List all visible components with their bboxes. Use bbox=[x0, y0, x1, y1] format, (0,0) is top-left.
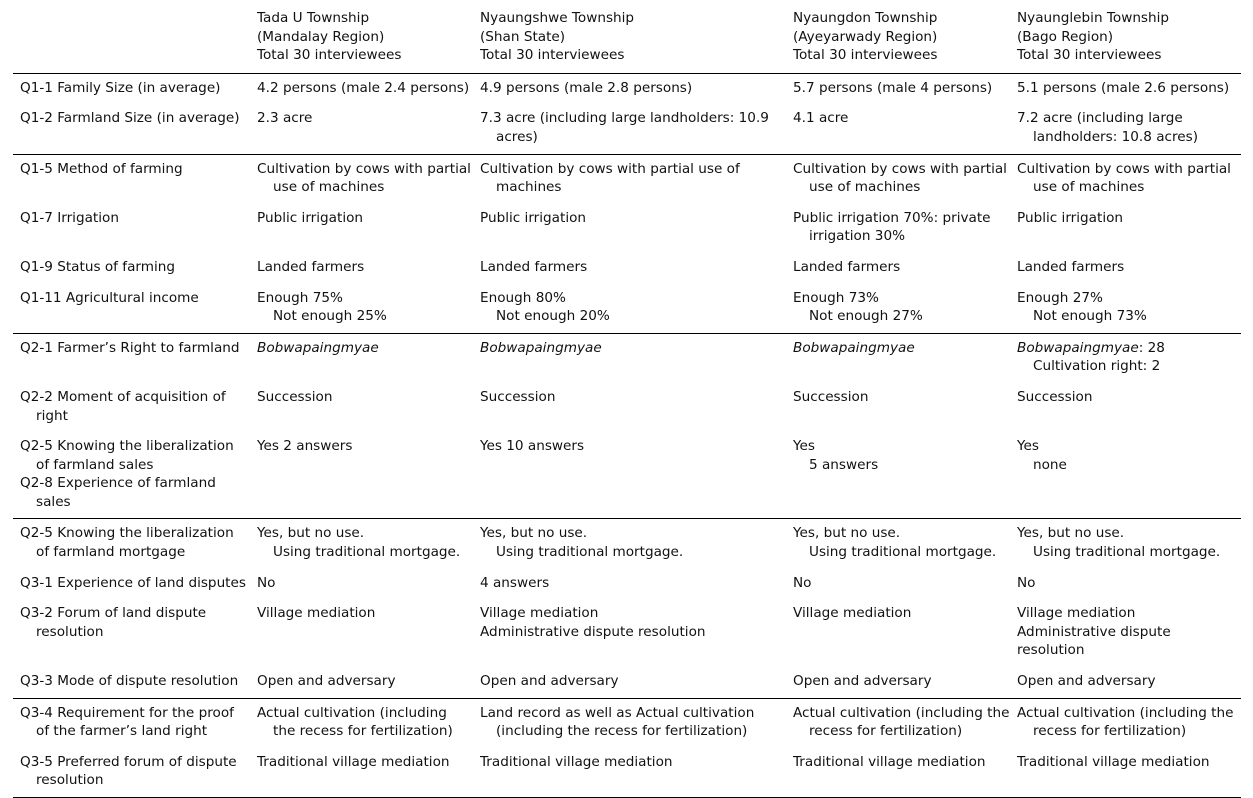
cell-subtext: Not enough 20% bbox=[496, 308, 610, 325]
cell-text: Open and adversary bbox=[1017, 673, 1156, 690]
cell bbox=[250, 569, 473, 600]
cell-text: Yes 2 answers bbox=[257, 438, 353, 455]
header-region: (Shan State) bbox=[480, 28, 566, 45]
cell-text: 4.2 persons (male 2.4 persons) bbox=[257, 79, 470, 96]
cell-text: Traditional village mediation bbox=[793, 753, 986, 770]
row-label bbox=[13, 154, 250, 204]
cell bbox=[473, 569, 786, 600]
row-label-text: Q2-1 Farmer’s Right to farmland bbox=[20, 339, 240, 356]
row-label-text: Q1-2 Farmland Size (in average) bbox=[20, 110, 240, 127]
table-row-q3-4 bbox=[13, 698, 1241, 748]
row-label bbox=[13, 748, 250, 798]
cell-text: Yes, but no use. bbox=[257, 525, 365, 542]
cell bbox=[1010, 383, 1241, 432]
row-label-text: Q3-2 Forum of land dispute resolution bbox=[20, 605, 207, 640]
cell-text: Village mediation bbox=[257, 605, 376, 622]
header-township: Nyaungdon Township bbox=[793, 10, 938, 26]
cell bbox=[1010, 748, 1241, 798]
cell bbox=[1010, 253, 1241, 284]
header-total: Total 30 interviewees bbox=[257, 47, 402, 64]
cell bbox=[786, 333, 1010, 383]
row-label bbox=[13, 432, 250, 519]
cell bbox=[473, 698, 786, 748]
cell bbox=[786, 284, 1010, 334]
cell bbox=[786, 154, 1010, 204]
cell-text: Landed farmers bbox=[480, 258, 588, 275]
header-nyaungdon bbox=[786, 5, 1010, 73]
cell bbox=[250, 383, 473, 432]
cell-text: 5.1 persons (male 2.6 persons) bbox=[1017, 79, 1230, 96]
header-township: Nyaungshwe Township bbox=[480, 10, 635, 26]
cell-text: Yes bbox=[1017, 438, 1039, 455]
table-row-q1-9 bbox=[13, 253, 1241, 284]
cell bbox=[1010, 104, 1241, 154]
cell bbox=[250, 519, 473, 569]
cell bbox=[473, 73, 786, 104]
header-nyaunglebin bbox=[1010, 5, 1241, 73]
cell-subtext: Cultivation right: 2 bbox=[1033, 358, 1161, 375]
cell bbox=[1010, 667, 1241, 698]
cell bbox=[473, 154, 786, 204]
cell-text: Landed farmers bbox=[793, 258, 901, 275]
cell-text: Enough 80% bbox=[480, 289, 566, 306]
cell-text: Traditional village mediation bbox=[1017, 753, 1210, 770]
cell bbox=[786, 432, 1010, 519]
table-row-q2-1 bbox=[13, 333, 1241, 383]
cell-text: 2.3 acre bbox=[257, 110, 313, 127]
cell bbox=[786, 519, 1010, 569]
cell bbox=[473, 519, 786, 569]
cell bbox=[473, 599, 786, 667]
header-total: Total 30 interviewees bbox=[1017, 47, 1162, 64]
cell-text: Succession bbox=[1017, 388, 1093, 405]
cell-text: Traditional village mediation bbox=[257, 753, 450, 770]
row-label bbox=[13, 519, 250, 569]
cell bbox=[250, 73, 473, 104]
row-label-text: Q2-2 Moment of acquisition of right bbox=[20, 388, 226, 424]
cell bbox=[786, 698, 1010, 748]
cell-text: 5.7 persons (male 4 persons) bbox=[793, 79, 993, 96]
row-label bbox=[13, 569, 250, 600]
cell-text: Cultivation by cows with partial use of machines bbox=[1017, 160, 1231, 196]
table-row-q2-2 bbox=[13, 383, 1241, 432]
cell-text: Traditional village mediation bbox=[480, 753, 673, 770]
cell bbox=[473, 383, 786, 432]
table-row-q1-7 bbox=[13, 204, 1241, 253]
cell bbox=[473, 333, 786, 383]
table-row-q2-5-sales bbox=[13, 432, 1241, 519]
cell-subtext: Using traditional mortgage. bbox=[273, 544, 461, 561]
cell-subtext: Using traditional mortgage. bbox=[1033, 544, 1221, 561]
row-label bbox=[13, 104, 250, 154]
cell-text: 4 answers bbox=[480, 574, 550, 591]
row-label-text: Q3-5 Preferred forum of dispute resolution bbox=[20, 753, 237, 789]
header-blank-cell bbox=[13, 5, 250, 73]
cell-text: Open and adversary bbox=[480, 673, 619, 690]
cell bbox=[1010, 432, 1241, 519]
cell-text: Public irrigation bbox=[1017, 209, 1124, 226]
header-region: (Mandalay Region) bbox=[257, 28, 385, 45]
cell bbox=[250, 698, 473, 748]
cell-text: Enough 73% bbox=[793, 289, 879, 306]
cell-text: Village mediation bbox=[480, 605, 599, 622]
table-row-q3-3 bbox=[13, 667, 1241, 698]
cell-text: 7.2 acre (including large landholders: 10.8 acres) bbox=[1017, 110, 1199, 145]
cell bbox=[473, 104, 786, 154]
cell-text: Open and adversary bbox=[793, 673, 932, 690]
row-label-text: Q2-5 Knowing the liberalization of farmland mortgage bbox=[20, 525, 234, 561]
header-township: Nyaunglebin Township bbox=[1017, 10, 1170, 26]
cell-text: Cultivation by cows with partial use of machines bbox=[480, 160, 740, 196]
cell-text: 4.9 persons (male 2.8 persons) bbox=[480, 79, 693, 96]
cell-text: No bbox=[257, 574, 276, 591]
cell bbox=[786, 667, 1010, 698]
cell-text: 4.1 acre bbox=[793, 110, 849, 127]
table-header-row bbox=[13, 5, 1241, 73]
cell-text: Succession bbox=[480, 388, 556, 405]
cell bbox=[786, 569, 1010, 600]
row-label bbox=[13, 73, 250, 104]
cell-text: Actual cultivation (including the recess for fertilization) bbox=[793, 704, 1010, 740]
row-label-text: Q1-1 Family Size (in average) bbox=[20, 79, 221, 96]
cell bbox=[1010, 154, 1241, 204]
cell-text: Village mediation bbox=[1017, 605, 1136, 622]
cell-subtext: Not enough 73% bbox=[1033, 308, 1147, 325]
cell-text: Landed farmers bbox=[257, 258, 365, 275]
table-row-q2-5-mortgage bbox=[13, 519, 1241, 569]
cell bbox=[473, 667, 786, 698]
cell bbox=[786, 599, 1010, 667]
cell-text: No bbox=[1017, 574, 1036, 591]
row-label bbox=[13, 253, 250, 284]
cell-subtext: 5 answers bbox=[809, 456, 879, 473]
cell bbox=[250, 667, 473, 698]
cell bbox=[473, 204, 786, 253]
cell bbox=[1010, 698, 1241, 748]
row-label-text: Q3-4 Requirement for the proof of the farmer’s land right bbox=[20, 704, 234, 740]
row-label-text: Q1-11 Agricultural income bbox=[20, 289, 199, 306]
cell-text: Open and adversary bbox=[257, 673, 396, 690]
cell-text: Public irrigation bbox=[480, 209, 587, 226]
table-row-q1-11 bbox=[13, 284, 1241, 334]
cell-text: Administrative dispute resolution bbox=[1017, 623, 1171, 659]
cell bbox=[1010, 284, 1241, 334]
cell bbox=[786, 204, 1010, 253]
cell-text: : 28 bbox=[1138, 339, 1165, 356]
cell bbox=[1010, 204, 1241, 253]
cell-text: 7.3 acre (including large landholders: 10.9 acres) bbox=[480, 110, 769, 145]
row-label bbox=[13, 204, 250, 253]
cell-subtext: Not enough 27% bbox=[809, 308, 923, 325]
cell bbox=[250, 599, 473, 667]
cell bbox=[786, 73, 1010, 104]
cell bbox=[786, 748, 1010, 798]
cell bbox=[1010, 569, 1241, 600]
cell-text: Bobwapaingmyae bbox=[793, 339, 915, 356]
cell-subtext: Not enough 25% bbox=[273, 308, 387, 325]
table-row-q1-2 bbox=[13, 104, 1241, 154]
cell-text: Bobwapaingmyae bbox=[1017, 339, 1139, 356]
survey-table bbox=[13, 5, 1241, 798]
cell bbox=[1010, 73, 1241, 104]
table-row-q3-2 bbox=[13, 599, 1241, 667]
cell bbox=[786, 253, 1010, 284]
cell bbox=[473, 284, 786, 334]
cell bbox=[250, 748, 473, 798]
cell-text: Actual cultivation (including the recess for fertilization) bbox=[1017, 704, 1234, 740]
cell-text: Bobwapaingmyae bbox=[480, 339, 602, 356]
cell-subtext: Using traditional mortgage. bbox=[496, 544, 684, 561]
cell bbox=[786, 104, 1010, 154]
cell bbox=[250, 333, 473, 383]
cell bbox=[473, 253, 786, 284]
cell-text: Administrative dispute resolution bbox=[480, 623, 706, 640]
cell bbox=[250, 432, 473, 519]
row-label-text: Q1-9 Status of farming bbox=[20, 258, 176, 275]
row-label bbox=[13, 333, 250, 383]
cell-text: Succession bbox=[257, 388, 333, 405]
row-label-text: Q2-5 Knowing the liberalization of farmland sales bbox=[20, 438, 234, 473]
header-tada-u bbox=[250, 5, 473, 73]
cell-text: Cultivation by cows with partial use of machines bbox=[257, 160, 471, 196]
header-region: (Bago Region) bbox=[1017, 28, 1114, 45]
cell-text: Yes 10 answers bbox=[480, 438, 585, 455]
row-label-text: Q3-1 Experience of land disputes bbox=[20, 574, 246, 591]
table-row-q3-1 bbox=[13, 569, 1241, 600]
header-total: Total 30 interviewees bbox=[793, 47, 938, 64]
table-row-q1-5 bbox=[13, 154, 1241, 204]
cell-text: Land record as well as Actual cultivation (including the recess for fertilization) bbox=[480, 704, 755, 740]
cell bbox=[250, 253, 473, 284]
row-label bbox=[13, 284, 250, 334]
cell-subtext: none bbox=[1033, 456, 1067, 473]
row-label bbox=[13, 599, 250, 667]
cell-text: Enough 27% bbox=[1017, 289, 1103, 306]
row-label-text: Q2-8 Experience of farmland sales bbox=[20, 475, 216, 510]
row-label bbox=[13, 698, 250, 748]
cell-text: Yes, but no use. bbox=[480, 525, 588, 542]
cell-text: Enough 75% bbox=[257, 289, 343, 306]
cell-text: Village mediation bbox=[793, 605, 912, 622]
cell bbox=[1010, 519, 1241, 569]
cell-text: Cultivation by cows with partial use of machines bbox=[793, 160, 1007, 196]
cell bbox=[1010, 599, 1241, 667]
cell-text: Yes bbox=[793, 438, 815, 455]
cell-text: Bobwapaingmyae bbox=[257, 339, 379, 356]
row-label bbox=[13, 383, 250, 432]
row-label-text: Q1-5 Method of farming bbox=[20, 160, 183, 177]
cell-text: Landed farmers bbox=[1017, 258, 1125, 275]
cell bbox=[250, 284, 473, 334]
cell-subtext: Using traditional mortgage. bbox=[809, 544, 997, 561]
cell bbox=[250, 204, 473, 253]
row-label-text: Q1-7 Irrigation bbox=[20, 209, 119, 226]
cell bbox=[250, 154, 473, 204]
cell bbox=[786, 383, 1010, 432]
header-nyaungshwe bbox=[473, 5, 786, 73]
cell bbox=[473, 432, 786, 519]
cell bbox=[473, 748, 786, 798]
header-region: (Ayeyarwady Region) bbox=[793, 28, 938, 45]
table-row-q3-5 bbox=[13, 748, 1241, 798]
cell-text: Actual cultivation (including the recess for fertilization) bbox=[257, 704, 453, 740]
row-label bbox=[13, 667, 250, 698]
cell-text: Yes, but no use. bbox=[1017, 525, 1125, 542]
cell-text: Public irrigation bbox=[257, 209, 364, 226]
row-label-text: Q3-3 Mode of dispute resolution bbox=[20, 673, 239, 690]
cell bbox=[250, 104, 473, 154]
cell-text: Succession bbox=[793, 388, 869, 405]
cell-text: Yes, but no use. bbox=[793, 525, 901, 542]
cell bbox=[1010, 333, 1241, 383]
cell-text: Public irrigation 70%: private irrigation 30% bbox=[793, 209, 991, 245]
cell-text: No bbox=[793, 574, 812, 591]
table-row-q1-1 bbox=[13, 73, 1241, 104]
header-township: Tada U Township bbox=[257, 10, 370, 26]
header-total: Total 30 interviewees bbox=[480, 47, 625, 64]
